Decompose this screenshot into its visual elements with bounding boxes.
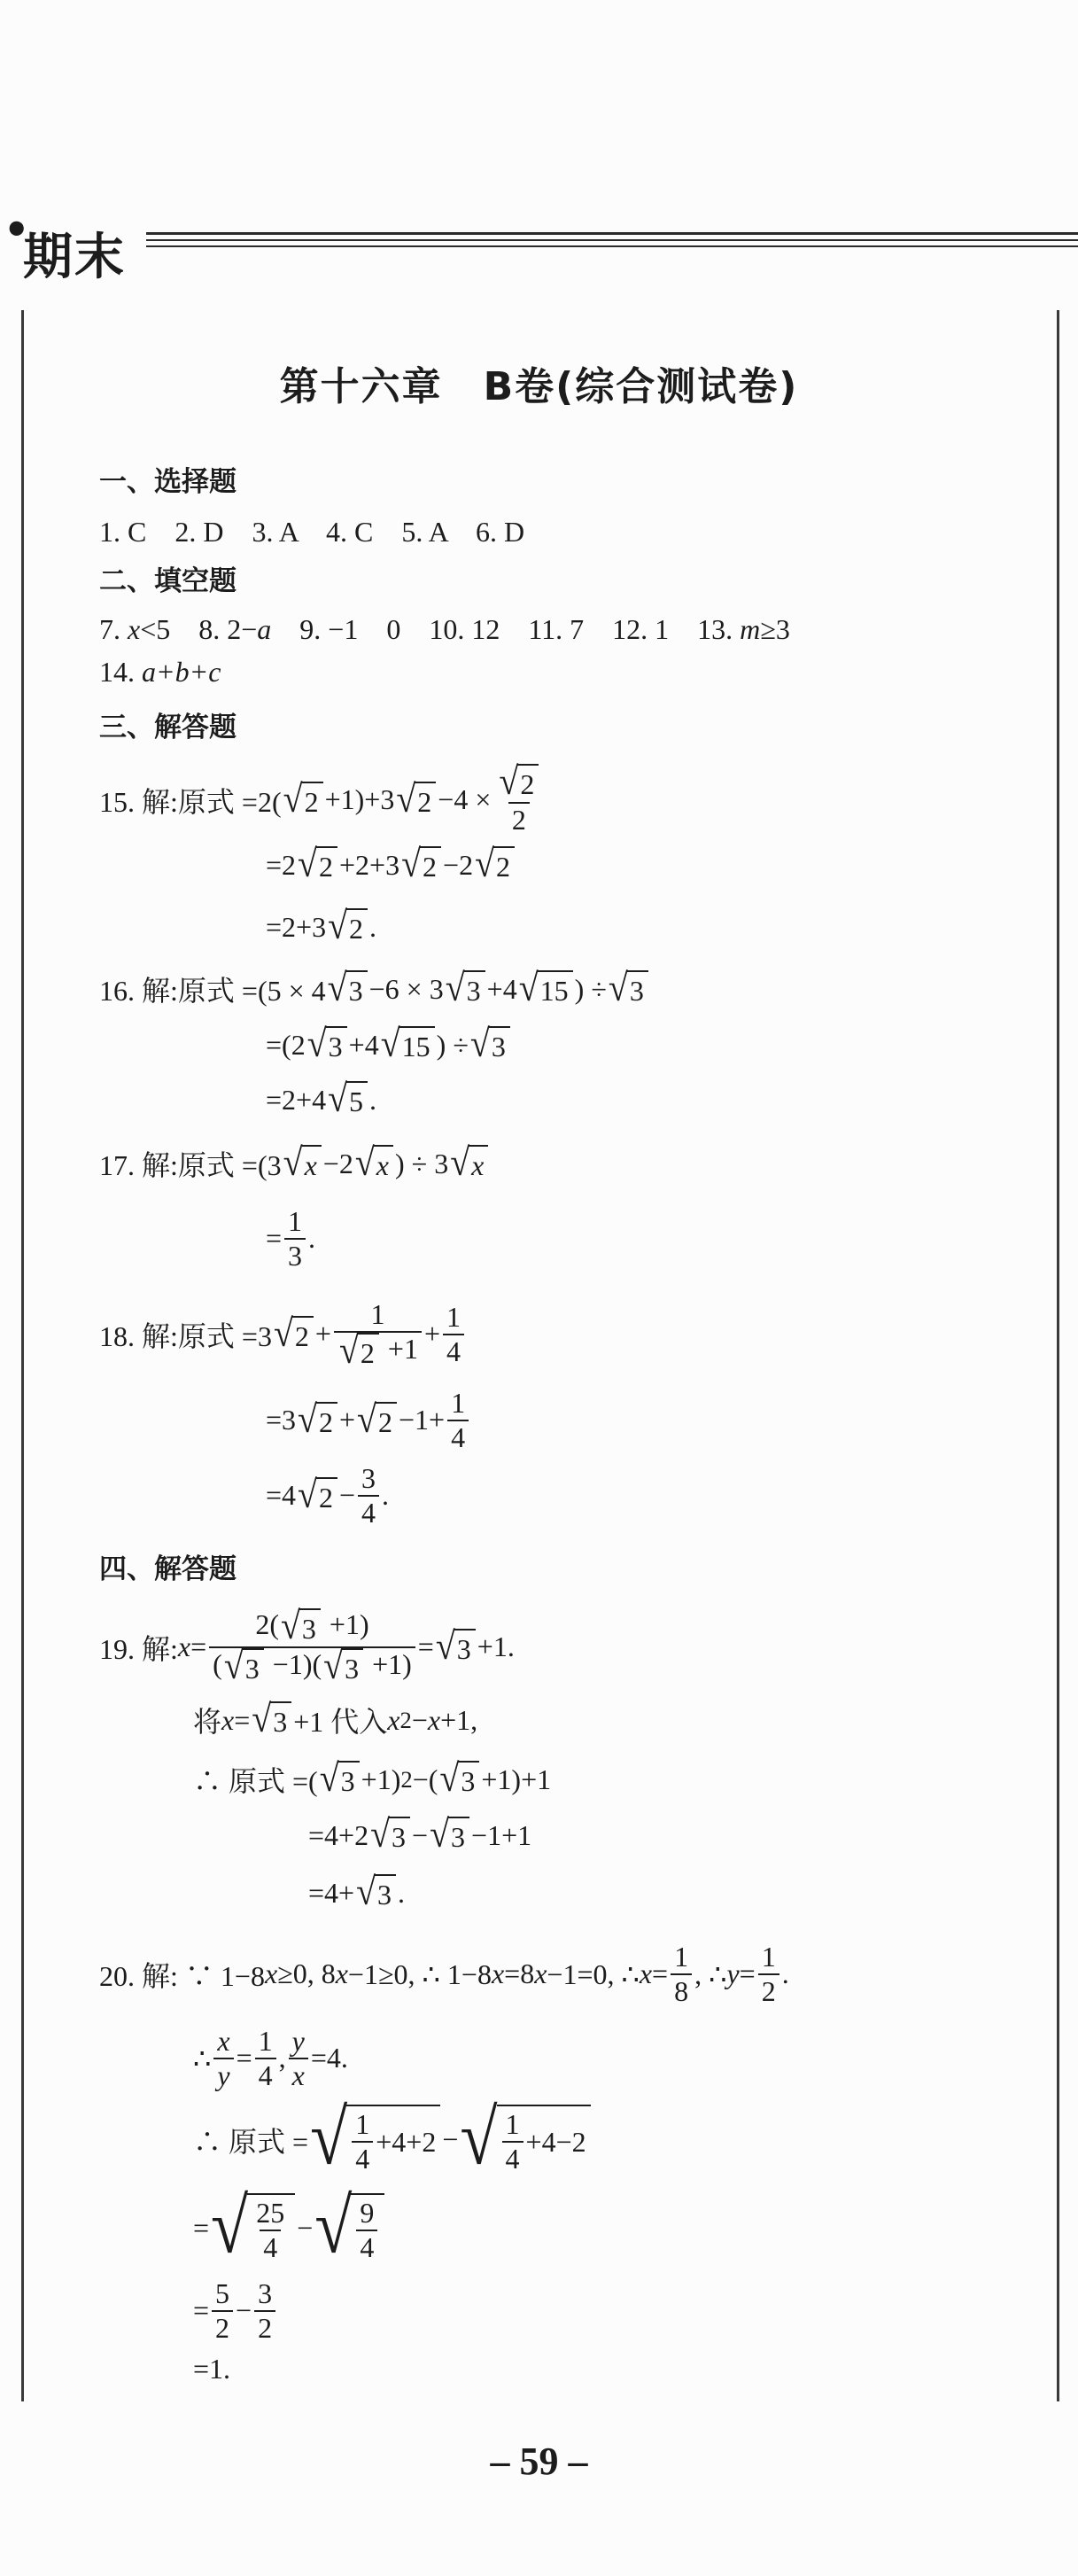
- q15-line-3: =2+3 √ 2 .: [266, 903, 377, 948]
- q20-line-6: =1.: [193, 2353, 231, 2385]
- q18-line-1: 18. 解:原式 =3 √ 2 + 1 √ 2 +1 + $\frac{1}{4}$: [99, 1298, 467, 1371]
- fill-answers-line-2: 14. a+b+c: [99, 656, 221, 688]
- page-number: – 59 –: [490, 2440, 588, 2483]
- header-rule-bottom: [146, 245, 1078, 247]
- q20-line-5: = $\frac{5}{2}$ − $\frac{3}{2}$: [193, 2277, 278, 2345]
- choice-answers: 1. C 2. D 3. A 4. C 5. A 6. D: [99, 516, 525, 548]
- q20-line-4: = √ $\frac{25}{4}$ − √ $\frac{9}{4}$: [193, 2193, 386, 2264]
- q20-line-3: ∴ 原式 = √ $\frac{1}{4}$ +4+2 − √ $\frac{1}{4}$ +4−2: [193, 2105, 593, 2175]
- header-label: 期末: [23, 229, 126, 286]
- section-heading-solve-1: 三、解答题: [99, 712, 237, 743]
- q18-line-3: =4 √ 2 − $\frac{3}{4}$ .: [266, 1462, 390, 1529]
- q19-line-5: =4+ √ 3 .: [308, 1869, 406, 1914]
- q17-line-2: = $\frac{1}{3}$ .: [266, 1205, 316, 1272]
- q19-line-4: =4+2 √ 3 − √ 3 −1+1: [308, 1811, 532, 1856]
- q19-line-3: ∴ 原式 =( √ 3 +1) 2 −( √ 3 +1)+1: [193, 1755, 552, 1800]
- q20-line-1: 20. 解: ∵ 1−8 x ≥0, 8 x −1≥0, ∴ 1−8 x =8 x −1=0, ∴ x = $\frac{1}{8}$ , ∴ y = $\frac{1}{2}$ .: [99, 1941, 789, 2007]
- header-rule-mid: [146, 239, 1078, 241]
- right-border: [1057, 310, 1059, 2401]
- header-rule-top: [146, 232, 1078, 235]
- q17-line-1: 17. 解:原式 =(3 √ x −2 √ x ) ÷ 3 √ x: [99, 1143, 490, 1184]
- q15-line-1: 15. 解:原式 =2( √ 2 +1)+3 √ 2 −4 × √ 2 2: [99, 764, 547, 837]
- q20-line-2: ∴ $\frac{x}{y}$ = $\frac{1}{4}$ , $\frac{y}{x}$ =4.: [193, 2025, 348, 2091]
- header-bullet: •: [4, 206, 30, 253]
- section-heading-fill: 二、填空题: [99, 565, 237, 597]
- q19-line-1: 19. 解: x = 2( √ 3 +1) ( √ 3 −1)( √ 3 +1) = √ 3 +1.: [99, 1604, 515, 1688]
- q16-line-1: 16. 解:原式 =(5 × 4 √ 3 −6 × 3 √ 3 +4 √ 15 ) ÷ √ 3: [99, 969, 650, 1009]
- chapter-title: 第十六章 B卷(综合测试卷): [279, 364, 799, 409]
- q15-line-2: =2 √ 2 +2+3 √ 2 −2 √ 2: [266, 846, 516, 883]
- q18-line-2: =3 √ 2 + √ 2 −1+ $\frac{1}{4}$: [266, 1387, 471, 1454]
- left-border: [21, 310, 24, 2401]
- section-heading-solve-2: 四、解答题: [99, 1553, 237, 1585]
- fill-answers-line-1: 7. x<5 8. 2−a 9. −1 0 10. 12 11. 7 12. 1 13. m≥3: [99, 613, 790, 645]
- q19-line-2: 将 x = √ 3 +1 代入 x 2 − x +1,: [193, 1696, 478, 1740]
- q16-line-3: =2+4 √ 5 .: [266, 1076, 377, 1121]
- q16-line-2: =(2 √ 3 +4 √ 15 ) ÷ √ 3: [266, 1026, 512, 1063]
- section-heading-choice: 一、选择题: [99, 466, 237, 498]
